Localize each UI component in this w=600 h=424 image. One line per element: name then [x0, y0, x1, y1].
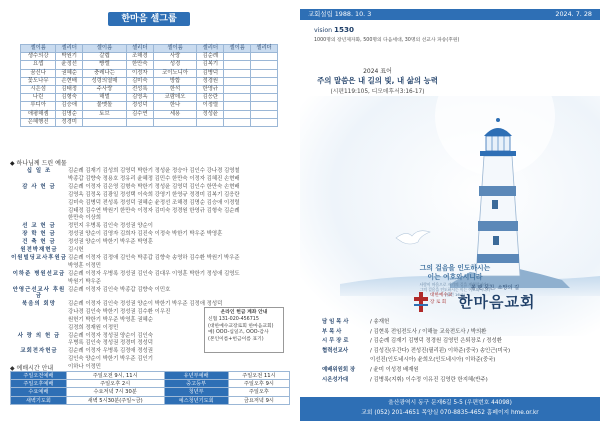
offering-row: [10, 215, 210, 221]
offering-label: [10, 356, 68, 362]
cell-value: 애평해셈: [21, 110, 56, 118]
offering-label: [10, 279, 68, 285]
cell-value: 해벌: [83, 94, 127, 102]
offering-names: 김순례 이정자 김정애 김인숙 박종갑 김향숙 송영하 김수환 박원기 박우준: [68, 254, 240, 261]
church-motto: 볼 땐 뭉친, 소망의 길: [470, 285, 520, 291]
cell-row: [21, 94, 278, 102]
offering-row: [10, 325, 210, 331]
theme-reference: (시편119:105, 디모데후서3:16-17): [330, 89, 425, 95]
cell-value: 꿈신나: [21, 69, 56, 77]
worship-time: 주일오후: [228, 388, 289, 396]
cell-value: 김형숙: [56, 94, 83, 102]
church-name: 한마음교회: [458, 293, 536, 311]
offering-names: 김순례 이정자 정성권 양순이 김인숙: [68, 332, 153, 339]
worship-label: 유년부예배: [164, 372, 228, 380]
worship-label: 중고등부: [164, 380, 228, 388]
offering-names: 정성권 양순이 김영자 김희자 김진숙 이정숙 박한기 박우준 박영훈: [68, 231, 223, 238]
cell-row: [21, 110, 278, 118]
cell-row: [21, 69, 278, 77]
offering-row: [10, 254, 240, 261]
offering-heading: ◆ 하나님께 드린 예물: [10, 160, 67, 167]
cell-value: [251, 77, 278, 85]
staff-label: 협력선교사: [322, 347, 349, 354]
offering-row: [10, 287, 210, 300]
cell-row: [21, 53, 278, 61]
offering-label: 북음의 회망: [22, 300, 56, 307]
bullet-icon: ◆: [10, 160, 17, 167]
cell-value: 김태정: [56, 85, 83, 93]
offering-row: [10, 247, 210, 253]
offering-names: 김정희 정재원 이정민: [68, 324, 119, 331]
offering-names: 김인숙 양순이 박한기 박우준 김인기: [68, 356, 153, 363]
cell-value: 한나: [153, 102, 197, 110]
cell-value: [126, 118, 153, 126]
cell-value: [83, 118, 127, 126]
online-title: 온라인 헌금 계좌 안내: [220, 310, 268, 315]
cell-value: 세용: [153, 110, 197, 118]
cell-value: 조해경: [126, 53, 153, 61]
worship-time: 새벽 5시30분(주일~금): [66, 396, 164, 404]
offering-row: [10, 183, 240, 190]
worship-time: 주일오후 2시: [66, 380, 164, 388]
cell-value: 정성덕: [126, 102, 153, 110]
staff-row: [322, 328, 592, 338]
cell-value: 방합: [153, 77, 197, 85]
online-line: 신협 131-020-456715: [208, 317, 259, 323]
offering-row: [10, 309, 210, 315]
worship-label: 청년부: [164, 388, 228, 396]
staff-row: [322, 318, 592, 328]
cell-value: [224, 77, 251, 85]
cell-value: 요셉: [21, 61, 56, 69]
offering-names: 김순례 이정자 우병록 정성권 김인숙 김대우 이영훈 박한기 정성애 김영도: [68, 270, 240, 277]
cell-value: [251, 69, 278, 77]
cell-value: [224, 110, 251, 118]
offering-row: [10, 231, 223, 238]
cell-value: 김영옥: [126, 94, 153, 102]
staff-row: [322, 347, 592, 357]
cell-value: 정경미: [56, 118, 83, 126]
cell-value: 코람데오: [153, 94, 197, 102]
cell-value: 충레나는: [83, 69, 127, 77]
annual-theme: 주의 말씀은 내 길의 빛, 내 삶의 능력: [317, 76, 438, 85]
cell-value: [224, 61, 251, 69]
offering-row: [10, 263, 210, 269]
offering-label: [10, 176, 68, 182]
vision-text: 1000명의 장년제자화, 500명의 다음세대, 30명의 선교사 파송(후원): [314, 38, 460, 43]
offering-names: 이하나 이정민: [68, 364, 101, 371]
cell-value: 사랑: [153, 53, 197, 61]
cell-row: [21, 102, 278, 110]
staff-row: [322, 356, 592, 366]
worship-row: [11, 388, 290, 396]
offering-names: 정성권 양순이 박한기 박우준 박영훈: [68, 239, 153, 246]
staff-value: / 윤미 이성경 배재원: [370, 366, 419, 373]
cell-value: 김응란: [197, 94, 224, 102]
cell-value: 한만숙: [126, 61, 153, 69]
offering-names: 박영훈 이정민: [68, 262, 101, 269]
worship-label: 수요예배: [11, 388, 67, 396]
offering-names: 김순례 이정자 김인숙 정성권 양순이 박한기 박우준 김정애 정성덕: [68, 300, 223, 307]
staff-list: [322, 318, 592, 385]
offering-row: [10, 223, 210, 229]
cell-header: 셀이름: [83, 45, 127, 53]
cell-value: [251, 102, 278, 110]
cell-row: [21, 61, 278, 69]
staff-label: 시 무 장 로: [322, 338, 349, 345]
cell-value: 은혜행진: [21, 118, 56, 126]
cell-value: 코이노니아: [153, 69, 197, 77]
cell-value: [224, 53, 251, 61]
worship-row: [11, 396, 290, 404]
offering-names: 김순례 이정자 김인숙 박종갑 김향숙 이민호: [68, 286, 171, 293]
worship-label: 주일오후예배: [11, 380, 67, 388]
cell-value: 김명순: [56, 110, 83, 118]
theme-year: 2024 표어: [363, 68, 392, 75]
offering-row: [10, 300, 223, 307]
offering-label: 원전박재현금: [20, 247, 58, 254]
bullet-icon: ◆: [10, 365, 17, 372]
cell-value: 김승애: [56, 102, 83, 110]
offering-row: [10, 191, 240, 198]
worship-time: 주일오후 9시: [228, 380, 289, 388]
cell-value: 박원기: [56, 53, 83, 61]
cell-value: 생수의강: [21, 53, 56, 61]
offering-label: 감 사 헌 금: [22, 183, 56, 190]
offering-label: [10, 208, 68, 214]
offering-row: [10, 333, 210, 339]
staff-row: [322, 337, 592, 347]
online-line: (대한예수교장로회 한마음교회): [208, 323, 274, 329]
offering-label: 교회전자헌금: [20, 348, 58, 355]
cell-value: 주사랑: [83, 85, 127, 93]
vision: vision 1530: [314, 25, 355, 34]
online-line: (본인이름+헌금이름 표기): [208, 336, 264, 342]
cell-value: 이정자: [126, 69, 153, 77]
offering-row: [10, 199, 240, 206]
cell-header: 셀이름: [224, 45, 251, 53]
cell-value: [251, 118, 278, 126]
cell-row: [21, 77, 278, 85]
staff-label: 담 임 목 사: [322, 319, 349, 325]
cell-group-header-row: [21, 45, 278, 53]
cell-header: 셀리더: [251, 45, 278, 53]
cell-header: 셀리더: [197, 45, 224, 53]
worship-row: [11, 372, 290, 380]
footer: [300, 397, 600, 421]
cell-header: 셀이름: [21, 45, 56, 53]
offering-row: [10, 239, 210, 245]
cell-value: 김미숙: [126, 77, 153, 85]
worship-time: 주일오전 9시, 11시: [66, 372, 164, 380]
cell-value: [224, 102, 251, 110]
offering-names: 한만숙 이상희: [68, 215, 101, 222]
staff-value: 이선진(인도네시아) 윤희오(인도네시아) 이하준(중국): [370, 357, 496, 364]
offering-label: [10, 309, 68, 315]
cell-value: 한영규: [197, 85, 224, 93]
offering-row: [10, 340, 210, 346]
offering-label: 사 랑 의 헌 금: [17, 332, 61, 339]
cell-value: [197, 118, 224, 126]
cross-icon: [414, 292, 428, 312]
cell-header: 셀리더: [56, 45, 83, 53]
offering-names: 박원기 박우준: [68, 278, 101, 285]
founding-date: 교회설립 1988. 10. 3: [308, 10, 372, 18]
denomination-line-1: 대한예수교: [430, 293, 453, 298]
cell-value: 권혜순: [56, 69, 83, 77]
offering-names: 김영옥 김정옥 김광일 정성택 이숙희 강영기 한영규 정경미 김복기 김응란: [68, 191, 240, 198]
denomination-line-2: 장 로 회: [430, 300, 447, 305]
offering-label: [10, 215, 68, 221]
offering-row: [10, 168, 240, 174]
offering-names: 김순례 이정자 김은영 김형숙 박한기 정성윤 김영덕 김인수 한만숙 손현배: [68, 183, 240, 190]
cell-value: 윤정선: [56, 61, 83, 69]
worship-row: [11, 380, 290, 388]
cell-value: [251, 53, 278, 61]
offering-row: [10, 207, 240, 214]
cell-value: 한석: [153, 85, 197, 93]
cell-value: [224, 69, 251, 77]
worship-table: [10, 371, 290, 405]
cell-value: 이정렬: [197, 102, 224, 110]
cell-group-table: [20, 44, 278, 127]
church-logo: [414, 292, 594, 314]
worship-time: 주일오전 11시: [228, 372, 289, 380]
staff-value: / 김병록(지휘) 이수정 이유진 김영란 한지혜(반주): [370, 376, 488, 383]
staff-label: 부 목 사: [322, 328, 342, 335]
church-contact: 교회 (052) 201-4651 목양실 070-8835-4652 홈페이지 hme.or.kr: [361, 410, 539, 416]
cell-group-title: 한마음 셀그룹: [108, 12, 190, 26]
offering-label: 이원빌딩교사후원금: [11, 254, 67, 261]
quote-line-2: 이는 여호와시니라: [427, 273, 483, 281]
staff-label: 시온성가대: [322, 376, 349, 383]
offering-label: [10, 200, 68, 206]
offering-label: [10, 340, 68, 346]
worship-label: 주일오전예배: [11, 372, 67, 380]
offering-label: 이하준 병원선교금: [12, 270, 66, 277]
online-line: 예) OOO-십일조, OOO-감사: [208, 330, 269, 336]
cell-value: 나린: [21, 94, 56, 102]
online-offering-box: [204, 307, 284, 353]
quote-small-1: 사람이 마음으로 자기의 길을 계획할지라도: [419, 282, 491, 287]
offering-names: 박종갑 김향숙 정용호 정유리 윤혜정 김민수 한만숙 이정자 김혜진 손현배: [68, 175, 240, 182]
offering-row: [10, 175, 240, 182]
offering-names: 김시헌: [68, 247, 84, 254]
worship-label: 예스청년기도회: [164, 396, 228, 404]
cell-value: [251, 94, 278, 102]
cell-value: 꽃도나무: [21, 77, 56, 85]
offering-label: [10, 317, 68, 323]
offering-names: 김순례 이정자 우병록 김정애 정성권: [68, 348, 153, 355]
cell-value: 김복기: [197, 61, 224, 69]
worship-time: 수요저녁 7시 30분: [66, 388, 164, 396]
offering-row: [10, 270, 240, 277]
cell-value: 토브: [83, 110, 127, 118]
offering-label: 선 교 헌 금: [22, 223, 56, 230]
cell-value: [153, 118, 197, 126]
offering-row: [10, 317, 210, 323]
quote-line-1: 그의 걸음을 인도하시는: [419, 264, 491, 272]
cell-value: 성경: [153, 61, 197, 69]
cell-value: 루디아: [21, 102, 56, 110]
offering-names: 김미숙 김병덕 전성록 정성덕 권혜순 윤정선 조해경 김명순 김승애 이정렬: [68, 199, 240, 206]
cell-value: 손현배: [56, 77, 83, 85]
offering-label: [10, 263, 68, 269]
offering-row: [10, 279, 210, 285]
staff-label: 예배위원회 장: [322, 366, 356, 373]
cell-value: 정경원: [197, 77, 224, 85]
offering-row: [10, 348, 210, 354]
worship-heading: ◆ 예배시간 안내: [10, 365, 54, 372]
offering-names: 원헌기 박한기 박우준 박영훈 권혜순: [68, 316, 153, 323]
offering-names: 김순례 김재기 김성희 김영덕 박한기 정성윤 정승아 김인수 강나경 김영철: [68, 168, 240, 174]
bulletin-date: 2024. 7. 28: [555, 10, 592, 18]
staff-row: [322, 366, 592, 376]
cell-value: 김순례: [197, 53, 224, 61]
offering-label: 십 일 조: [26, 168, 52, 174]
cell-value: 김병덕: [197, 69, 224, 77]
cell-row: [21, 85, 278, 93]
offering-label: 장 학 헌 금: [22, 231, 56, 238]
cell-value: [224, 118, 251, 126]
cell-value: 빵렐: [83, 61, 127, 69]
offering-label: [10, 325, 68, 331]
offering-label: 안영근선교사 후원금: [12, 286, 66, 299]
bulletin-topbar: [300, 9, 600, 20]
cell-value: 전성록: [126, 85, 153, 93]
cell-value: [251, 85, 278, 93]
staff-value: / 김성진(우간다) 전성진(필리핀) 이하준(중국) 송인근(미국): [370, 347, 511, 354]
cell-value: 김수연: [126, 110, 153, 118]
cell-header: 셀이름: [153, 45, 197, 53]
quote-small-3: (잠언 16:9): [444, 292, 466, 297]
church-address: 울산광역시 동구 문재6길 5-5 (우편번호 44098): [388, 400, 512, 406]
staff-value: / 송재헌: [370, 319, 390, 325]
staff-value: / 김순례 김재기 김병덕 정경원 김영민 은퇴장로 / 정성환: [370, 338, 502, 345]
worship-time: 금요저녁 9시: [228, 396, 289, 404]
cell-row: [21, 118, 278, 126]
cell-value: 시은섬: [21, 85, 56, 93]
cell-value: 성령의열매: [83, 77, 127, 85]
offering-names: 강나경 김인숙 박한기 정성권 김수환 이우진: [68, 308, 171, 315]
offering-label: 건 축 헌 금: [22, 239, 56, 246]
offering-names: 김태정 김수연 박원기 한만숙 이정자 김미숙 정경원 한영규 김형숙 김순례: [68, 207, 240, 214]
staff-value: / 김현록 전임전도사 / 이해늘 교육전도사 / 박의환: [370, 328, 487, 335]
cell-header: 셀리더: [126, 45, 153, 53]
cell-value: [251, 110, 278, 118]
cell-value: [224, 85, 251, 93]
staff-row: [322, 376, 592, 386]
offering-row: [10, 356, 210, 362]
offering-label: [10, 192, 68, 198]
cell-value: [224, 94, 251, 102]
offering-names: 우병록 김인숙 정성권 정경미 정성덕: [68, 340, 153, 347]
cell-value: 물맷돌: [83, 102, 127, 110]
cell-value: [251, 61, 278, 69]
offering-names: 정민지 우병록 김인숙 정성권 양순이: [68, 223, 153, 230]
worship-label: 새벽기도회: [11, 396, 67, 404]
quote-small-2: 그의 걸음을 인도하시는 이는 여호와시니라: [419, 287, 491, 292]
cell-value: 갈렙: [83, 53, 127, 61]
right-panel: [300, 0, 600, 424]
cell-value: 정성윤: [197, 110, 224, 118]
